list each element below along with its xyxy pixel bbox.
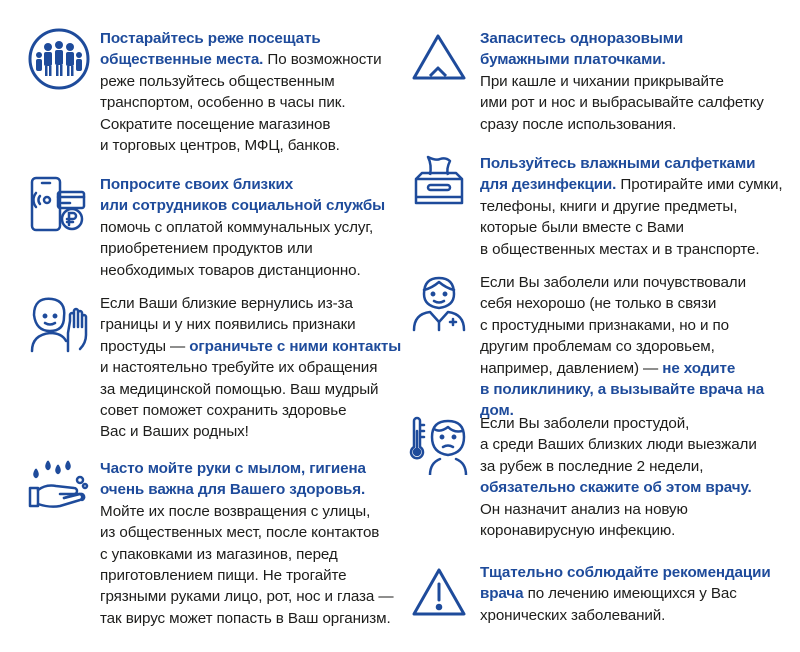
tip-block-tissues [408,28,764,135]
tip-text: Сократите посещение магазинов [100,115,331,133]
tip-text: Протирайте ими сумки, [616,176,783,194]
thermometer-sick-person-icon [408,413,470,475]
tip-text: и настоятельно требуйте их обращения [100,359,378,377]
tip-heading: Запаситесь одноразовыми [480,30,684,47]
stop-hand-person-icon [28,293,90,355]
tip-text: ими рот и нос и выбрасывайте салфетку [480,94,764,112]
tip-block-tell-doctor [408,413,757,541]
tip-highlight: обязательно скажите об этом врачу. [480,479,752,497]
tip-text: другим проблемам со здоровьем, [480,338,715,356]
hand-washing-icon [28,458,90,520]
tip-heading: врача [480,585,524,603]
tip-text: и торговых центров, МФЦ, банков. [100,137,340,155]
tip-heading: Часто мойте руки с мылом, гигиена [100,460,366,477]
tip-text: коронавирусную инфекцию. [480,522,676,540]
tip-block-wash-hands [28,458,393,629]
tip-text: которые были вместе с Вами [480,219,684,237]
tip-text: из общественных мест, после контактов [100,524,380,542]
tip-text: например, давлением) — [480,359,663,377]
tip-text: Если Вы заболели или почувствовали [480,274,746,291]
tissue-triangle-icon [408,28,470,90]
tip-text: хронических заболеваний. [480,606,666,624]
tip-text: Он назначит анализ на новую [480,500,688,518]
tip-block-limit-contacts [28,293,401,443]
tip-heading: бумажными платочками. [480,51,666,69]
tip-text: за рубеж в последние 2 недели, [480,457,704,475]
phone-payment-icon [28,174,90,236]
tip-text: за медицинской помощью. Ваш мудрый [100,380,379,398]
tip-text: телефоны, книги и другие предметы, [480,197,738,215]
tip-text: с простудными признаками, но и по [480,316,729,334]
tip-highlight: ограничьте с ними контакты [189,337,402,355]
tip-text: простуды — [100,337,190,355]
tip-highlight: в поликлинику, а вызывайте врача на дом. [480,381,765,420]
tip-text: в общественных местах и в транспорте. [480,240,760,258]
doctor-icon [408,272,470,334]
tip-text: Вас и Ваших родных! [100,423,249,441]
tip-text: Мойте их после возвращения с улицы, [100,502,371,520]
tip-block-ask-relatives [28,174,385,281]
tip-text: По возможности [263,51,382,69]
tip-text: Если Ваши близкие вернулись из-за [100,295,353,312]
tip-text: так вирус может попасть в Ваш организм. [100,609,391,627]
tip-text: приготовлением пищи. Не трогайте [100,567,347,585]
tip-text: реже пользуйтесь общественным [100,72,335,90]
tip-highlight: не ходите [662,359,736,377]
tip-text: себя нехорошо (не только в связи [480,295,717,313]
wet-wipes-box-icon [408,153,470,215]
tip-text: совет поможет сохранить здоровье [100,402,347,420]
tip-text: приобретением продуктов или [100,240,313,258]
tip-text: границы и у них появились признаки [100,316,356,334]
crowd-icon [28,28,90,90]
tip-text: Если Вы заболели простудой, [480,415,690,432]
tip-block-avoid-crowds [28,28,382,156]
tip-heading: общественные места. [100,51,264,69]
warning-triangle-icon [408,562,470,624]
tip-heading: Постарайтесь реже посещать [100,30,321,47]
tip-heading: Попросите своих близких [100,176,294,193]
tip-text: по лечению имеющихся у Вас [523,585,737,603]
tip-text: сразу после использования. [480,115,677,133]
tip-text: помочь с оплатой коммунальных услуг, [100,218,374,236]
tip-heading: или сотрудников социальной службы [100,197,386,215]
tip-block-wet-wipes [408,153,783,260]
tip-text: транспортом, особенно в часы пик. [100,94,346,112]
tip-text: При кашле и чихании прикрывайте [480,72,724,90]
tip-heading: очень важна для Вашего здоровья. [100,481,366,499]
tip-text: грязными руками лицо, рот, нос и глаза — [100,588,394,606]
tip-block-follow-recommendations [408,562,771,626]
tip-text: с упаковками из магазинов, перед [100,545,338,563]
tip-text: а среди Ваших близких люди выезжали [480,436,757,454]
tip-text: необходимых товаров дистанционно. [100,261,361,279]
tip-block-call-doctor [408,272,800,422]
tip-heading: Пользуйтесь влажными салфетками [480,155,756,172]
tip-heading: Тщательно соблюдайте рекомендации [480,564,771,581]
tip-heading: для дезинфекции. [480,176,617,194]
